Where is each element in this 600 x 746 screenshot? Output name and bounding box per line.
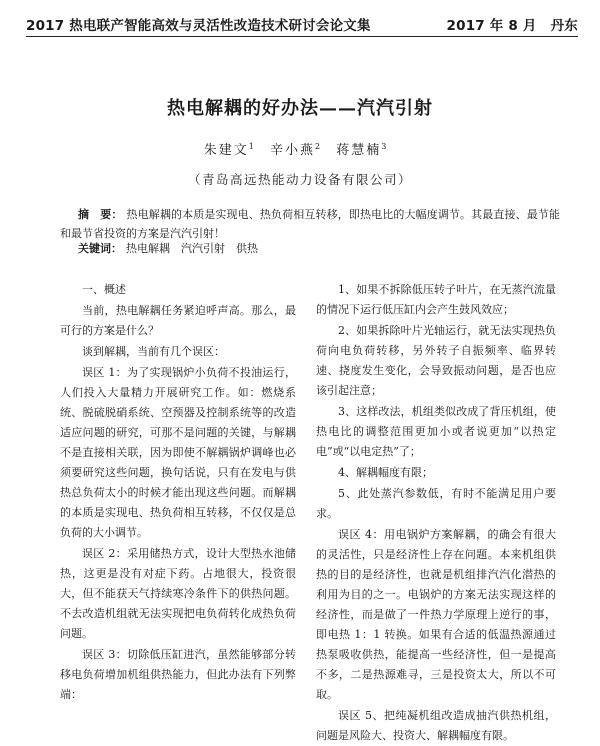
header-rule	[26, 36, 578, 37]
running-header	[26, 14, 578, 34]
abstract-text: 热电解耦的本质是实现电、热负荷相互转移，即热电比的大幅度调节。其最直接、最节能和最节省投资的方案是汽汽引射！	[60, 208, 561, 240]
author-name: 辛小燕	[269, 143, 315, 158]
left-column	[60, 280, 296, 705]
keywords	[60, 239, 560, 258]
author-list	[0, 139, 600, 158]
abstract	[60, 205, 560, 243]
keywords-text: 热电解耦 汽汽引射 供热	[126, 242, 258, 255]
header-city: 丹东	[550, 18, 578, 34]
author-name: 蒋慧楠	[336, 143, 382, 158]
paragraph: 谈到解耦，当前有几个误区：	[82, 345, 225, 358]
paragraph: 当前，热电解耦任务紧迫呼声高。那么，最可行的方案是什么？	[60, 304, 296, 337]
author-affiliation-mark: 1	[248, 141, 254, 151]
affiliation: （青岛高远热能动力设备有限公司）	[187, 172, 412, 187]
paragraph: 误区 2：采用储热方式，设计大型热水池储热，这更是没有对症下药。占地很大，投资很大，但不能获天气持续寒冷条件下的供热问题。不去改造机组就无法实现把电负荷转化成热负荷问题。	[60, 547, 296, 640]
paragraph: 2、如果拆除叶片光轴运行，就无法实现热负荷向电负荷转移，另外转子自振频率、临界转速、挠度发生变化，会导致振动问题，是否也应该引起注意；	[316, 324, 556, 397]
abstract-label: 摘 要：	[78, 208, 123, 221]
paragraph: 1、如果不拆除低压转子叶片，在无蒸汽流量的情况下运行低压缸内会产生鼓风效应；	[316, 283, 556, 316]
paragraph: 3、这样改法，机组类似改成了背压机组，使热电比的调整范围更加小或者说更加“以热定电”或“以电定热”了；	[316, 405, 556, 458]
paper-title: 热电解耦的好办法——汽汽引射	[167, 98, 433, 119]
keywords-label: 关键词：	[78, 242, 122, 255]
paragraph: 5、此处蒸汽参数低，有时不能满足用户要求。	[316, 487, 556, 520]
paragraph: 4、解耦幅度有限；	[338, 466, 433, 479]
author-affiliation-mark: 2	[314, 141, 321, 151]
paragraph: 误区 1：为了实现锅炉小负荷不投油运行，人们投入大量精力开展研究工作。如：燃烧系统、脱硫脱硝系统、空预器及控制系统等的改造适应问题的研究，可那不是问题的关键，与解耦不是直接相关联，因为即使不解耦锅炉调峰也必须要研究这些问题，换句话说，只有在发电与供热总负荷太小的时候才能出现这些问题。而解耦的本质是实现电、热负荷相互转移，不仅仅是总负荷的大小调节。	[60, 366, 296, 539]
proceedings-title: 2017 热电联产智能高效与灵活性改造技术研讨会论文集	[26, 18, 371, 34]
paragraph: 误区 4：用电锅炉方案解耦，的确会有很大的灵活性，只是经济性上存在问题。本来机组供热的目的是经济性，也就是机组排汽汽化潜热的利用为目的之一。电锅炉的方案无法实现这样的经济性，而是做了一件热力学原理上逆行的事，即电热 1：1 转换。如果有合适的低温热源通过热泵吸收供热，能提高一些经济性，但一是提高不多，二是热源难寻，三是投资太大，所以不可取。	[316, 528, 556, 701]
paragraph: 误区 3：切除低压缸进汽，虽然能够部分转移电负荷增加机组供热能力，但此办法有下列弊端：	[60, 648, 296, 701]
header-date-place	[447, 14, 578, 34]
right-column	[316, 280, 556, 746]
author-name: 朱建文	[203, 143, 249, 158]
paragraph: 误区 5、把纯凝机组改造成抽汽供热机组，问题是风险大、投资大、解耦幅度有限。	[316, 709, 556, 742]
header-date: 2017 年 8 月	[446, 18, 537, 34]
section-heading: 一、概述	[82, 283, 126, 296]
author-affiliation-mark: 3	[381, 141, 387, 151]
